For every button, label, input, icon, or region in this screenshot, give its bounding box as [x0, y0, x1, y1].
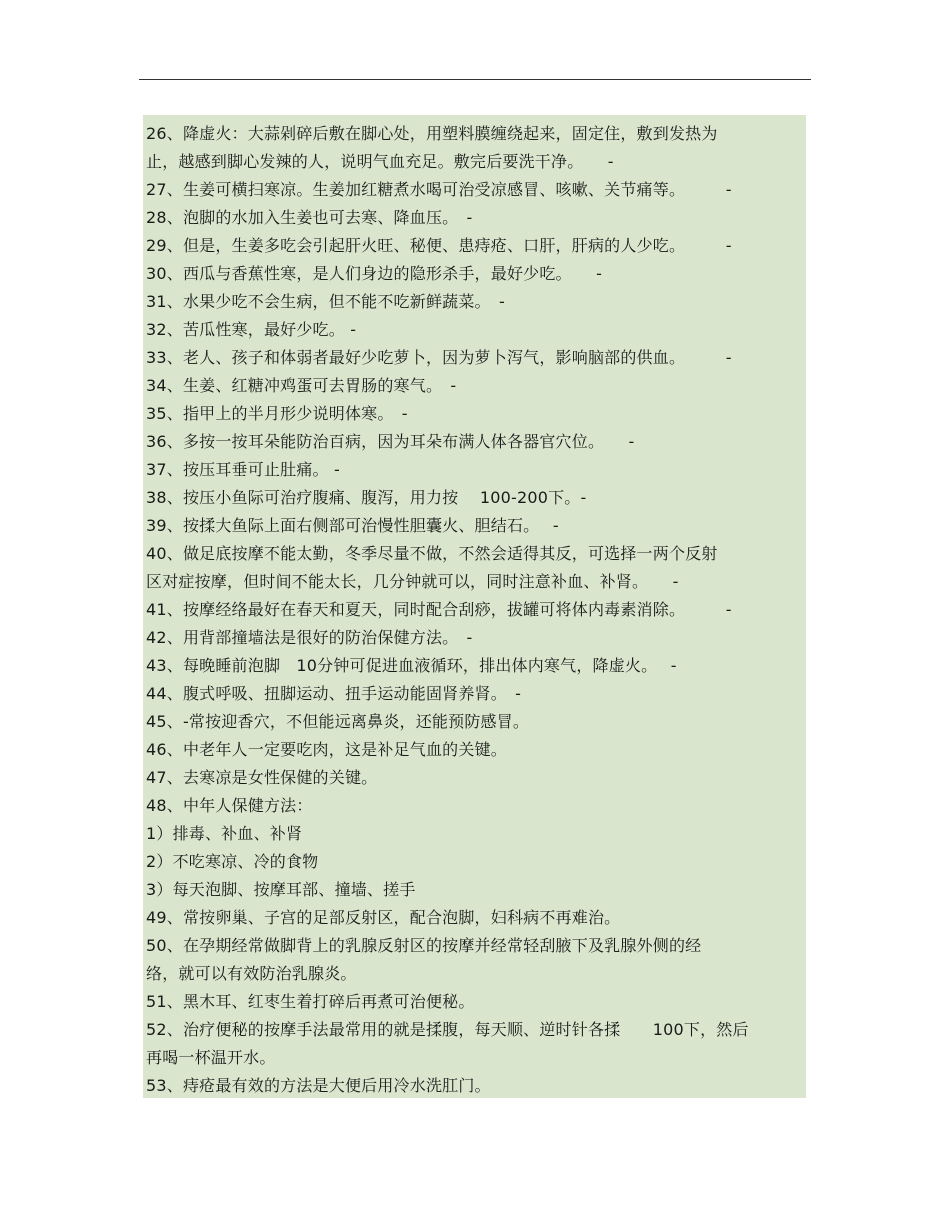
text-line: 28、泡脚的水加入生姜也可去寒、降血压。 -: [146, 208, 473, 227]
text-line: 40、做足底按摩不能太勤，冬季尽量不做，不然会适得其反，可选择一两个反射: [146, 544, 718, 563]
text-line: 35、指甲上的半月形少说明体寒。 -: [146, 404, 408, 423]
text-line: 47、去寒凉是女性保健的关键。: [146, 768, 378, 787]
text-line: 27、生姜可横扫寒凉。生姜加红糖煮水喝可治受凉感冒、咳嗽、关节痛等。 -: [146, 180, 732, 199]
text-line: 48、中年人保健方法：: [146, 796, 313, 815]
text-line: 29、但是，生姜多吃会引起肝火旺、秘便、患痔疮、口肝，肝病的人少吃。 -: [146, 236, 732, 255]
text-line: 36、多按一按耳朵能防治百病，因为耳朵布满人体各器官穴位。 -: [146, 432, 635, 451]
text-line: 44、腹式呼吸、扭脚运动、扭手运动能固肾养肾。 -: [146, 684, 522, 703]
text-line: 39、按揉大鱼际上面右侧部可治慢性胆囊火、胆结石。 -: [146, 516, 559, 535]
text-line: 3）每天泡脚、按摩耳部、撞墙、搓手: [146, 880, 416, 899]
text-line: 26、降虚火：大蒜剁碎后敷在脚心处，用塑料膜缠绕起来，固定住，敷到发热为: [146, 124, 718, 143]
text-line: 再喝一杯温开水。: [146, 1048, 276, 1067]
text-line: 区对症按摩，但时间不能太长，几分钟就可以，同时注意补血、补肾。 -: [146, 572, 679, 591]
header-rule: [139, 79, 811, 80]
text-line: 1）排毒、补血、补肾: [146, 824, 303, 843]
text-line: 46、中老年人一定要吃肉，这是补足气血的关键。: [146, 740, 507, 759]
text-line: 络，就可以有效防治乳腺炎。: [146, 964, 357, 983]
text-line: 34、生姜、红糖冲鸡蛋可去胃肠的寒气。 -: [146, 376, 457, 395]
text-line: 33、老人、孩子和体弱者最好少吃萝卜，因为萝卜泻气，影响脑部的供血。 -: [146, 348, 732, 367]
text-line: 38、按压小鱼际可治疗腹痛、腹泻，用力按 100-200下。-: [146, 488, 587, 507]
text-line: 45、-常按迎香穴，不但能远离鼻炎，还能预防感冒。: [146, 712, 530, 731]
text-line: 30、西瓜与香蕉性寒，是人们身边的隐形杀手，最好少吃。 -: [146, 264, 603, 283]
text-line: 50、在孕期经常做脚背上的乳腺反射区的按摩并经常轻刮腋下及乳腺外侧的经: [146, 936, 702, 955]
text-line: 51、黑木耳、红枣生着打碎后再煮可治便秘。: [146, 992, 475, 1011]
text-line: 53、痔疮最有效的方法是大便后用冷水洗肛门。: [146, 1076, 491, 1095]
text-line: 41、按摩经络最好在春天和夏天，同时配合刮痧，拔罐可将体内毒素消除。 -: [146, 600, 732, 619]
text-line: 43、每晚睡前泡脚 10分钟可促进血液循环，排出体内寒气，降虚火。 -: [146, 656, 677, 675]
text-line: 2）不吃寒凉、冷的食物: [146, 852, 319, 871]
text-line: 32、苦瓜性寒，最好少吃。 -: [146, 320, 357, 339]
text-line: 49、常按卵巢、子宫的足部反射区，配合泡脚，妇科病不再难治。: [146, 908, 621, 927]
text-line: 42、用背部撞墙法是很好的防治保健方法。 -: [146, 628, 473, 647]
text-line: 52、治疗便秘的按摩手法最常用的就是揉腹，每天顺、逆时针各揉 100下，然后: [146, 1020, 749, 1039]
text-line: 止，越感到脚心发辣的人，说明气血充足。敷完后要洗干净。 -: [146, 152, 614, 171]
text-line: 31、水果少吃不会生病，但不能不吃新鲜蔬菜。 -: [146, 292, 505, 311]
text-line: 37、按压耳垂可止肚痛。 -: [146, 460, 341, 479]
